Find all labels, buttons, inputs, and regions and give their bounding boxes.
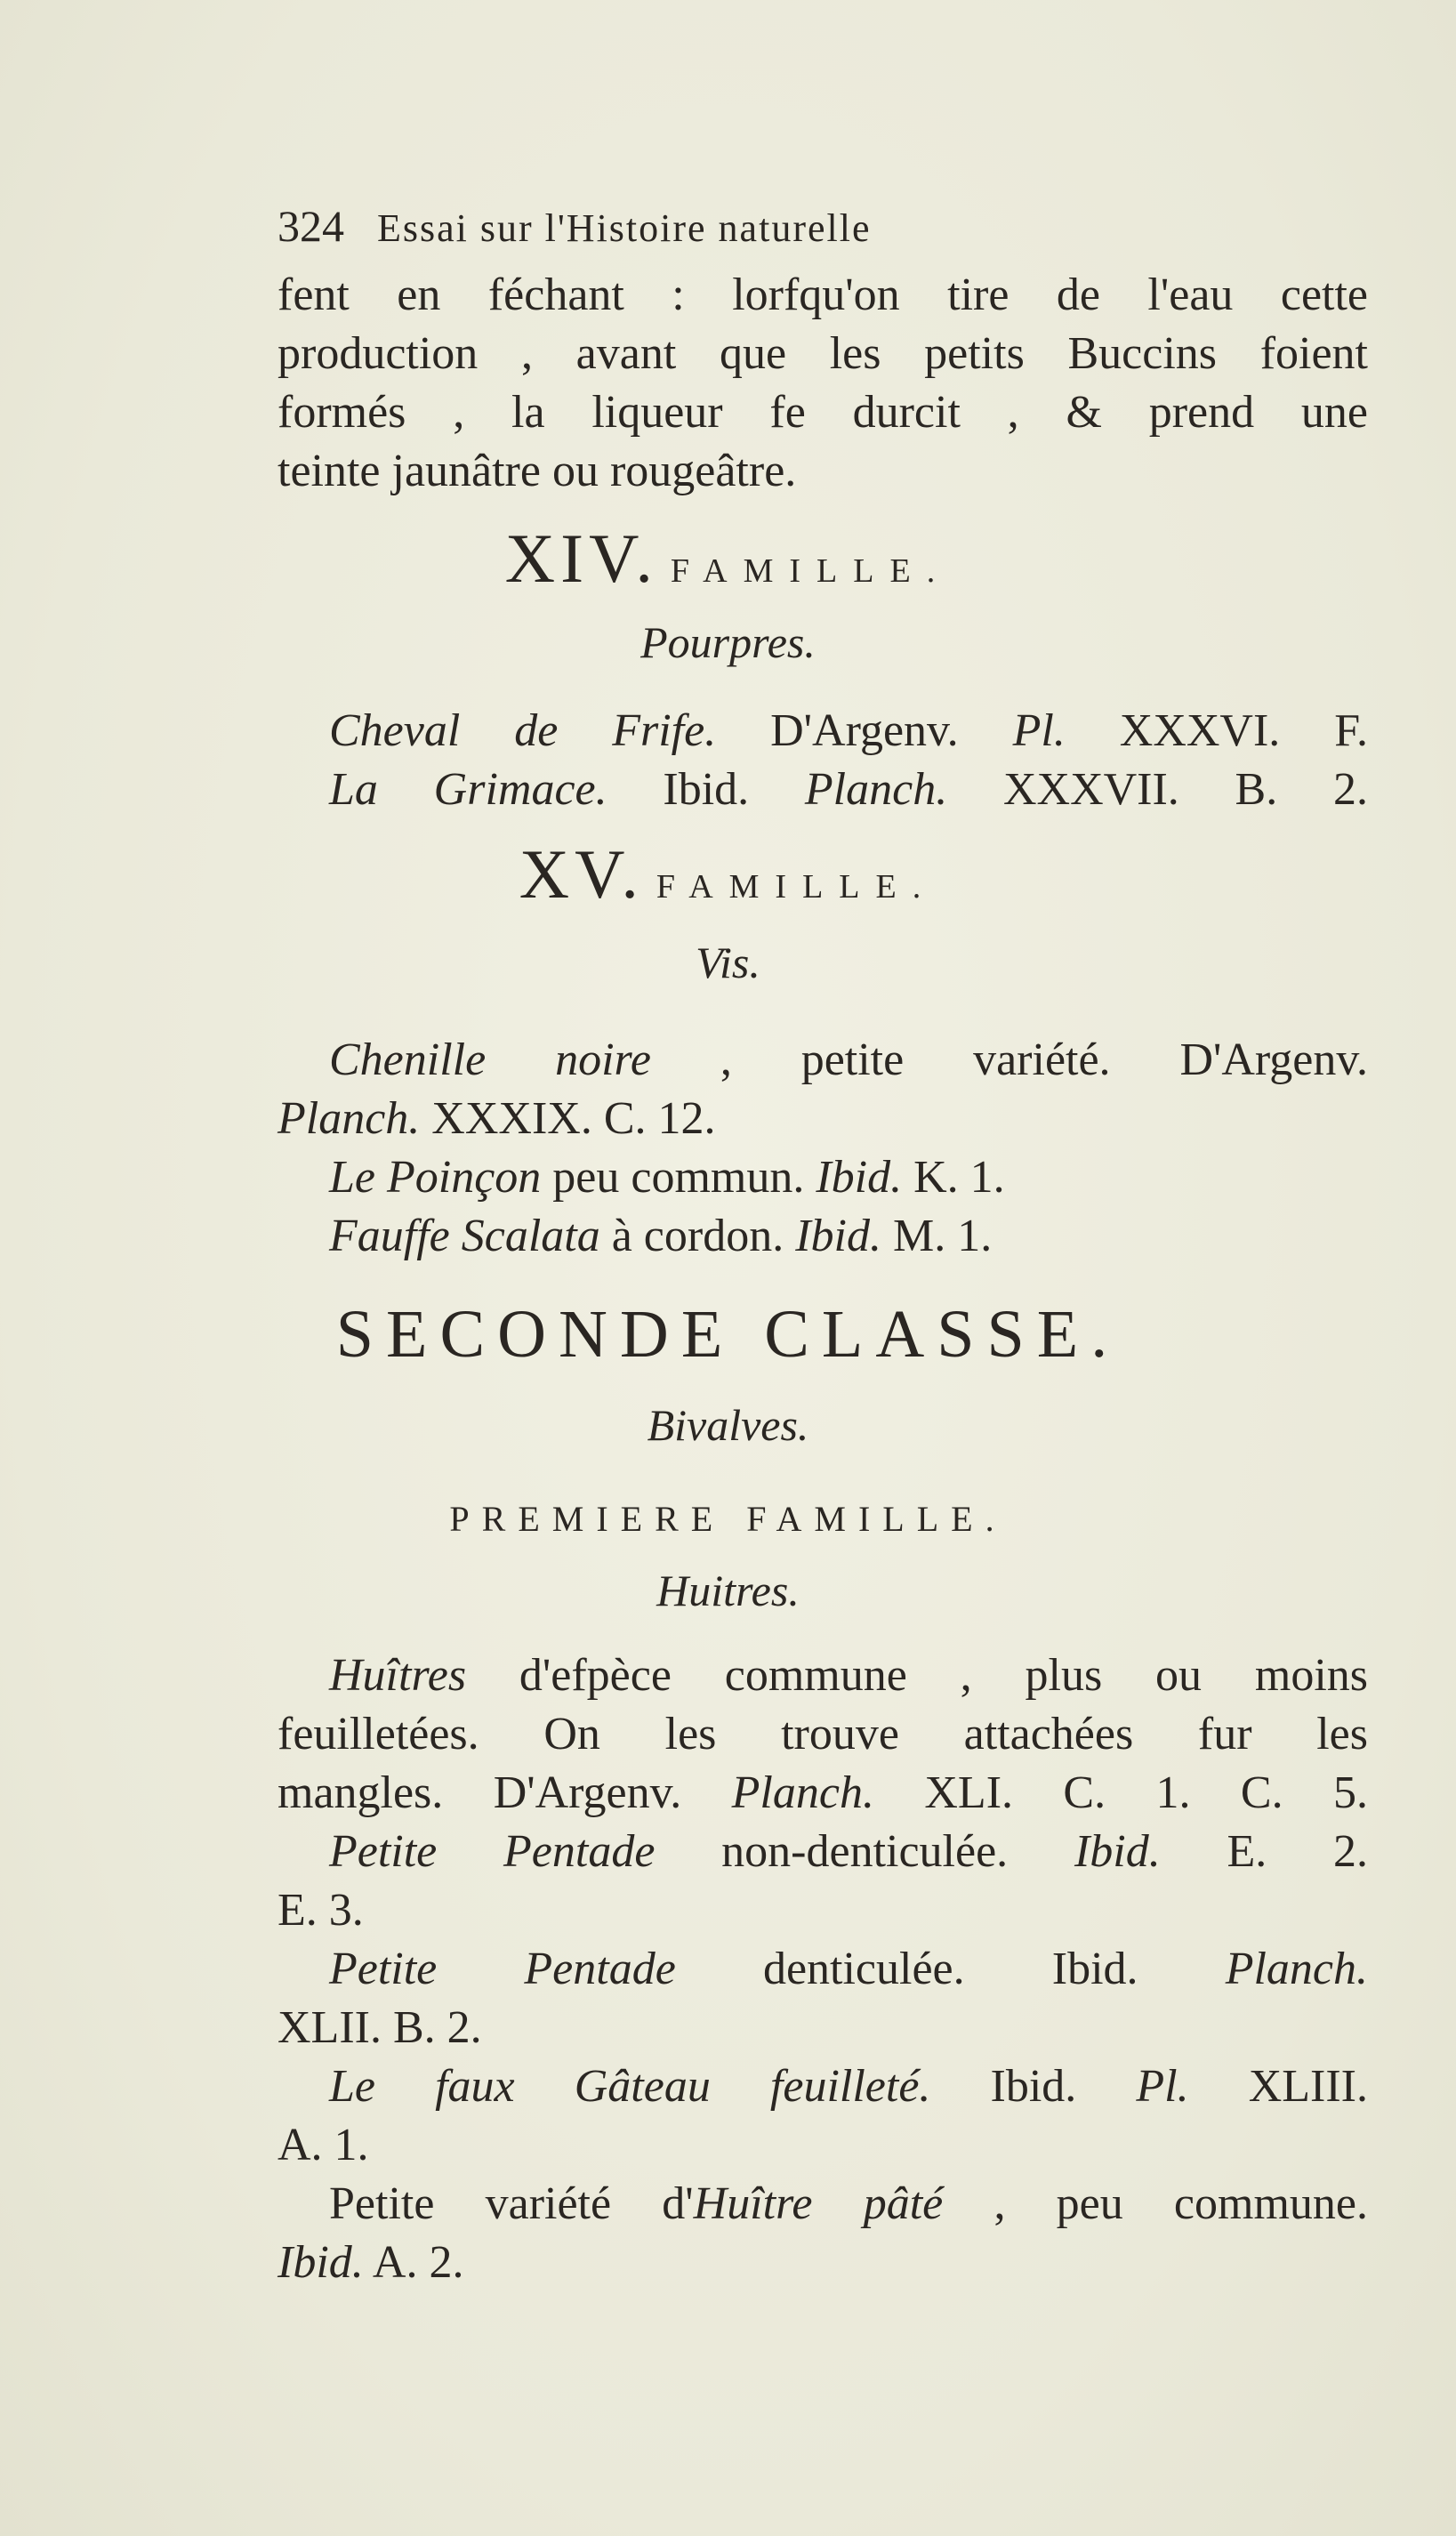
family-name: Huitres. (656, 1566, 800, 1615)
entry-line: Le Poinçon peu commun. Ibid. K. 1. (329, 1152, 1005, 1203)
entry-line: Fauffe Scalata à cordon. Ibid. M. 1. (329, 1211, 993, 1261)
entry-line: Chenille noire , petite variété. D'Argenv. (329, 1035, 1368, 1085)
entry-line: Planch. XXXIX. C. 12. (278, 1093, 716, 1144)
entry-line: feuilletées. On les trouve attachées fur les (278, 1709, 1368, 1759)
text-line: production , avant que les petits Buccins foient (278, 328, 1368, 379)
entry-line: A. 1. (278, 2120, 369, 2170)
page-number: 324 (278, 201, 344, 251)
entry-line: La Grimace. Ibid. Planch. XXXVII. B. 2. (329, 764, 1368, 815)
entry-line: Le faux Gâteau feuilleté. Ibid. Pl. XLIII. (329, 2061, 1368, 2112)
family-name: Vis. (696, 938, 760, 987)
entry-line: Huîtres d'efpèce commune , plus ou moins (329, 1650, 1368, 1701)
class-name: Bivalves. (647, 1400, 809, 1450)
text-line: teinte jaunâtre ou rougeâtre. (278, 446, 797, 496)
class-heading: SECONDE CLASSE. (335, 1297, 1121, 1372)
entry-line: Petite variété d'Huître pâté , peu commune. (329, 2178, 1368, 2229)
entry-line: E. 3. (278, 1885, 364, 1936)
family-heading-xiv (0, 516, 1456, 614)
text-line: formés , la liqueur fe durcit , & prend une (278, 387, 1368, 438)
entry-line: Petite Pentade non-denticulée. Ibid. E. 2. (329, 1826, 1369, 1877)
running-header (278, 199, 1368, 255)
family-heading-xv (0, 832, 1456, 930)
entry-line: Ibid. A. 2. (278, 2237, 464, 2288)
family-numeral: XV. (519, 835, 644, 913)
premiere-famille-heading: PREMIERE FAMILLE. (449, 1499, 1007, 1539)
family-numeral: XIV. (504, 519, 658, 597)
entry-line: mangles. D'Argenv. Planch. XLI. C. 1. C. 5. (278, 1767, 1368, 1818)
family-name: Pourpres. (640, 617, 816, 667)
family-word: FAMILLE. (670, 552, 952, 590)
family-word: FAMILLE. (656, 868, 937, 906)
text-line: fent en féchant : lorfqu'on tire de l'eau cette (278, 270, 1368, 320)
entry-line: Petite Pentade denticulée. Ibid. Planch. (329, 1944, 1368, 1994)
entry-line: Cheval de Frife. D'Argenv. Pl. XXXVI. F. (329, 705, 1368, 756)
running-title: Essai sur l'Histoire naturelle (377, 206, 872, 250)
entry-line: XLII. B. 2. (278, 2002, 482, 2053)
